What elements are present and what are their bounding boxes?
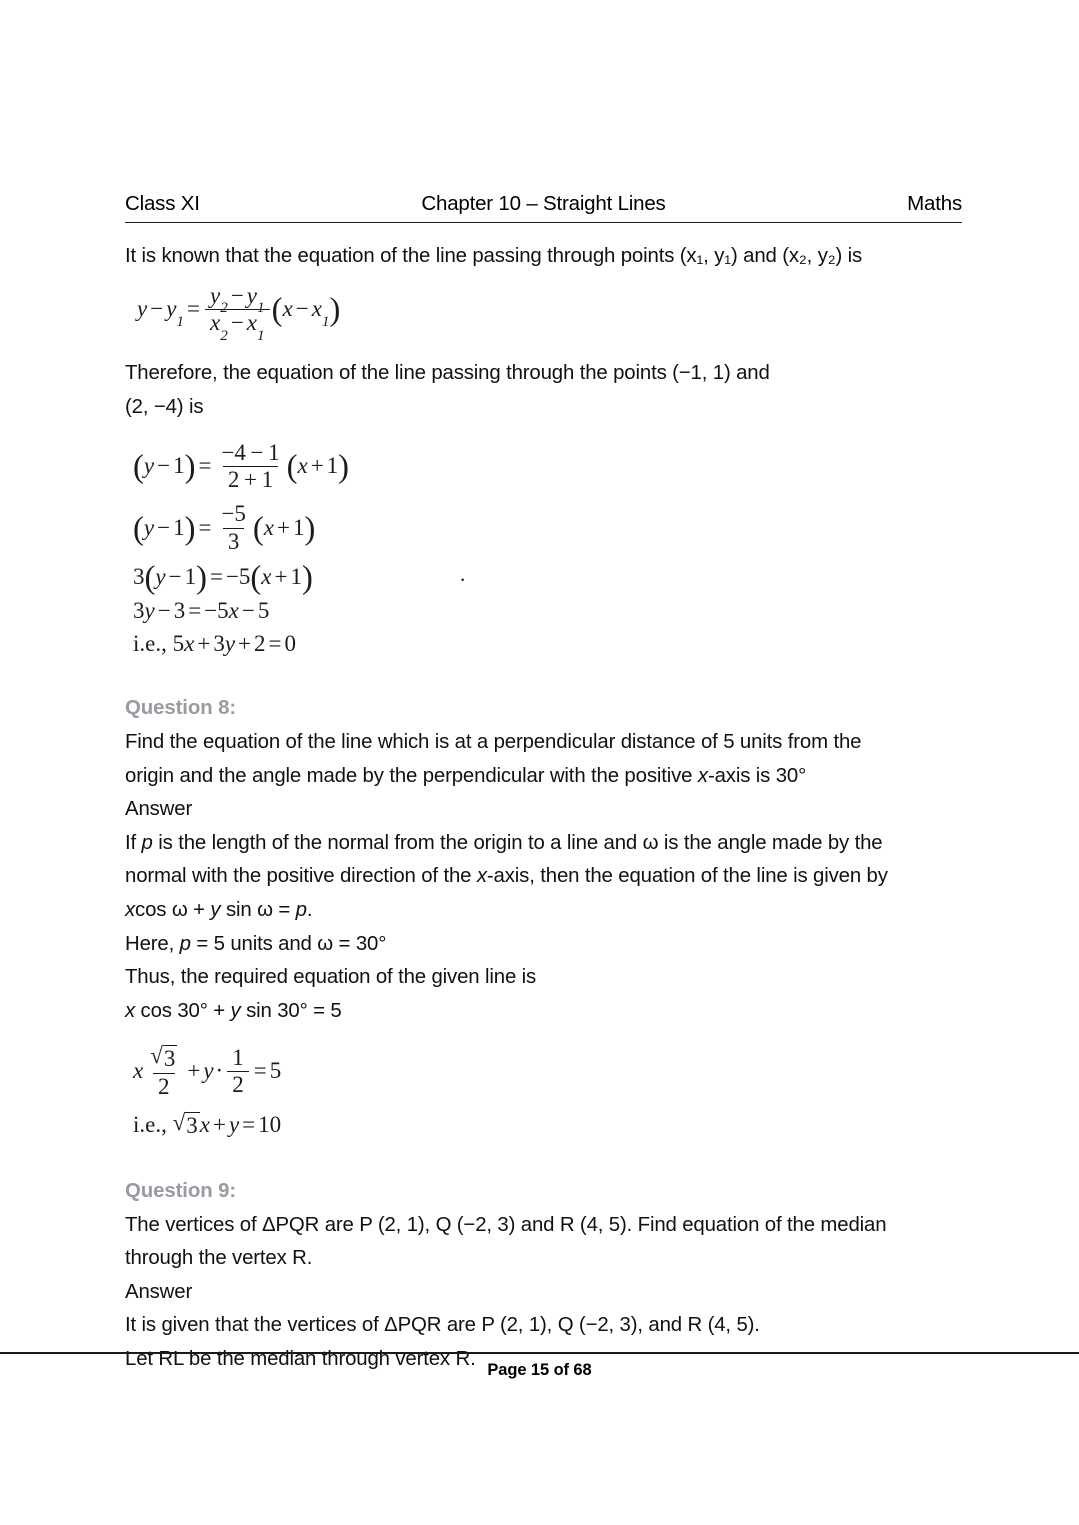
header-divider bbox=[125, 222, 962, 223]
question-8-equation-final: i.e., √ 3 x + y = 10 bbox=[133, 1110, 282, 1139]
question-8-prompt-line-1: Find the equation of the line which is at a perpendicular distance of 5 units from the bbox=[125, 731, 862, 754]
intro-paragraph: It is known that the equation of the line passing through points (x₁, y₁) and (x₂, y₂) is bbox=[125, 245, 863, 267]
question-9-answer-line-2: Let RL be the median through vertex R. bbox=[125, 1347, 476, 1370]
question-8-thus-line: Thus, the required equation of the given line is bbox=[125, 966, 537, 989]
derivation-step-4: 3 y − 3 = −5 x − 5 bbox=[133, 597, 270, 623]
footer-divider bbox=[0, 1352, 1079, 1354]
header-subject-label: Maths bbox=[907, 192, 962, 215]
question-8-heading: Question 8: bbox=[125, 697, 237, 720]
footer-page-number: Page 15 of 68 bbox=[487, 1361, 592, 1379]
derivation-step-5: i.e., 5 x + 3 y + 2 = 0 bbox=[133, 630, 296, 656]
question-8-answer-line-1: If p is the length of the normal from the origin to a line and ω is the angle made by the bbox=[125, 831, 883, 854]
question-9-prompt-line-1: The vertices of ΔPQR are P (2, 1), Q (−2, 3) and R (4, 5). Find equation of the median bbox=[125, 1213, 887, 1236]
question-8-answer-label: Answer bbox=[125, 798, 193, 821]
therefore-line-2: (2, −4) is bbox=[125, 395, 204, 418]
question-8-normal-form-line: x cos 30° + y sin 30° = 5 bbox=[125, 999, 342, 1022]
equation-trailing-period: . bbox=[460, 562, 466, 586]
question-8-answer-line-2: normal with the positive direction of the x-axis, then the equation of the line is given by bbox=[125, 865, 888, 888]
document-body bbox=[125, 240, 965, 1377]
question-8-equation-fractions: x √ 3 2 + y · $\frac{1}{2}$ = 5 bbox=[133, 1043, 282, 1099]
derivation-step-1: ( y − 1 ) = $\frac{-4 - 1}{2 + 1}$ ( x + 1 ) bbox=[133, 439, 350, 492]
header-chapter-title: Chapter 10 – Straight Lines bbox=[421, 192, 666, 215]
question-8-here-line: Here, p = 5 units and ω = 30° bbox=[125, 932, 387, 955]
question-9-prompt-line-2: through the vertex R. bbox=[125, 1247, 313, 1270]
question-9-answer-line-1: It is given that the vertices of ΔPQR are P (2, 1), Q (−2, 3), and R (4, 5). bbox=[125, 1314, 760, 1337]
question-8-prompt-line-2: origin and the angle made by the perpendicular with the positive x-axis is 30° bbox=[125, 764, 807, 787]
question-9-heading: Question 9: bbox=[125, 1179, 237, 1202]
derivation-step-3: 3 ( y − 1 ) = −5 ( x + 1 ) bbox=[133, 560, 313, 597]
equation-two-point-form: y − $y_1$ = $\frac{y_2- y_1}{x_2- x_1}$ ( x − $x_1$ ) bbox=[137, 282, 341, 344]
derivation-step-2: ( y − 1 ) = $\frac{-5}{3}$ ( x + 1 ) bbox=[133, 501, 316, 554]
question-8-answer-line-3: xcos ω + y sin ω = p. bbox=[125, 899, 313, 922]
header-class-label: Class XI bbox=[125, 192, 200, 215]
therefore-line-1: Therefore, the equation of the line passing through the points (−1, 1) and bbox=[125, 362, 770, 385]
page-header bbox=[125, 192, 962, 216]
question-9-answer-label: Answer bbox=[125, 1280, 193, 1303]
